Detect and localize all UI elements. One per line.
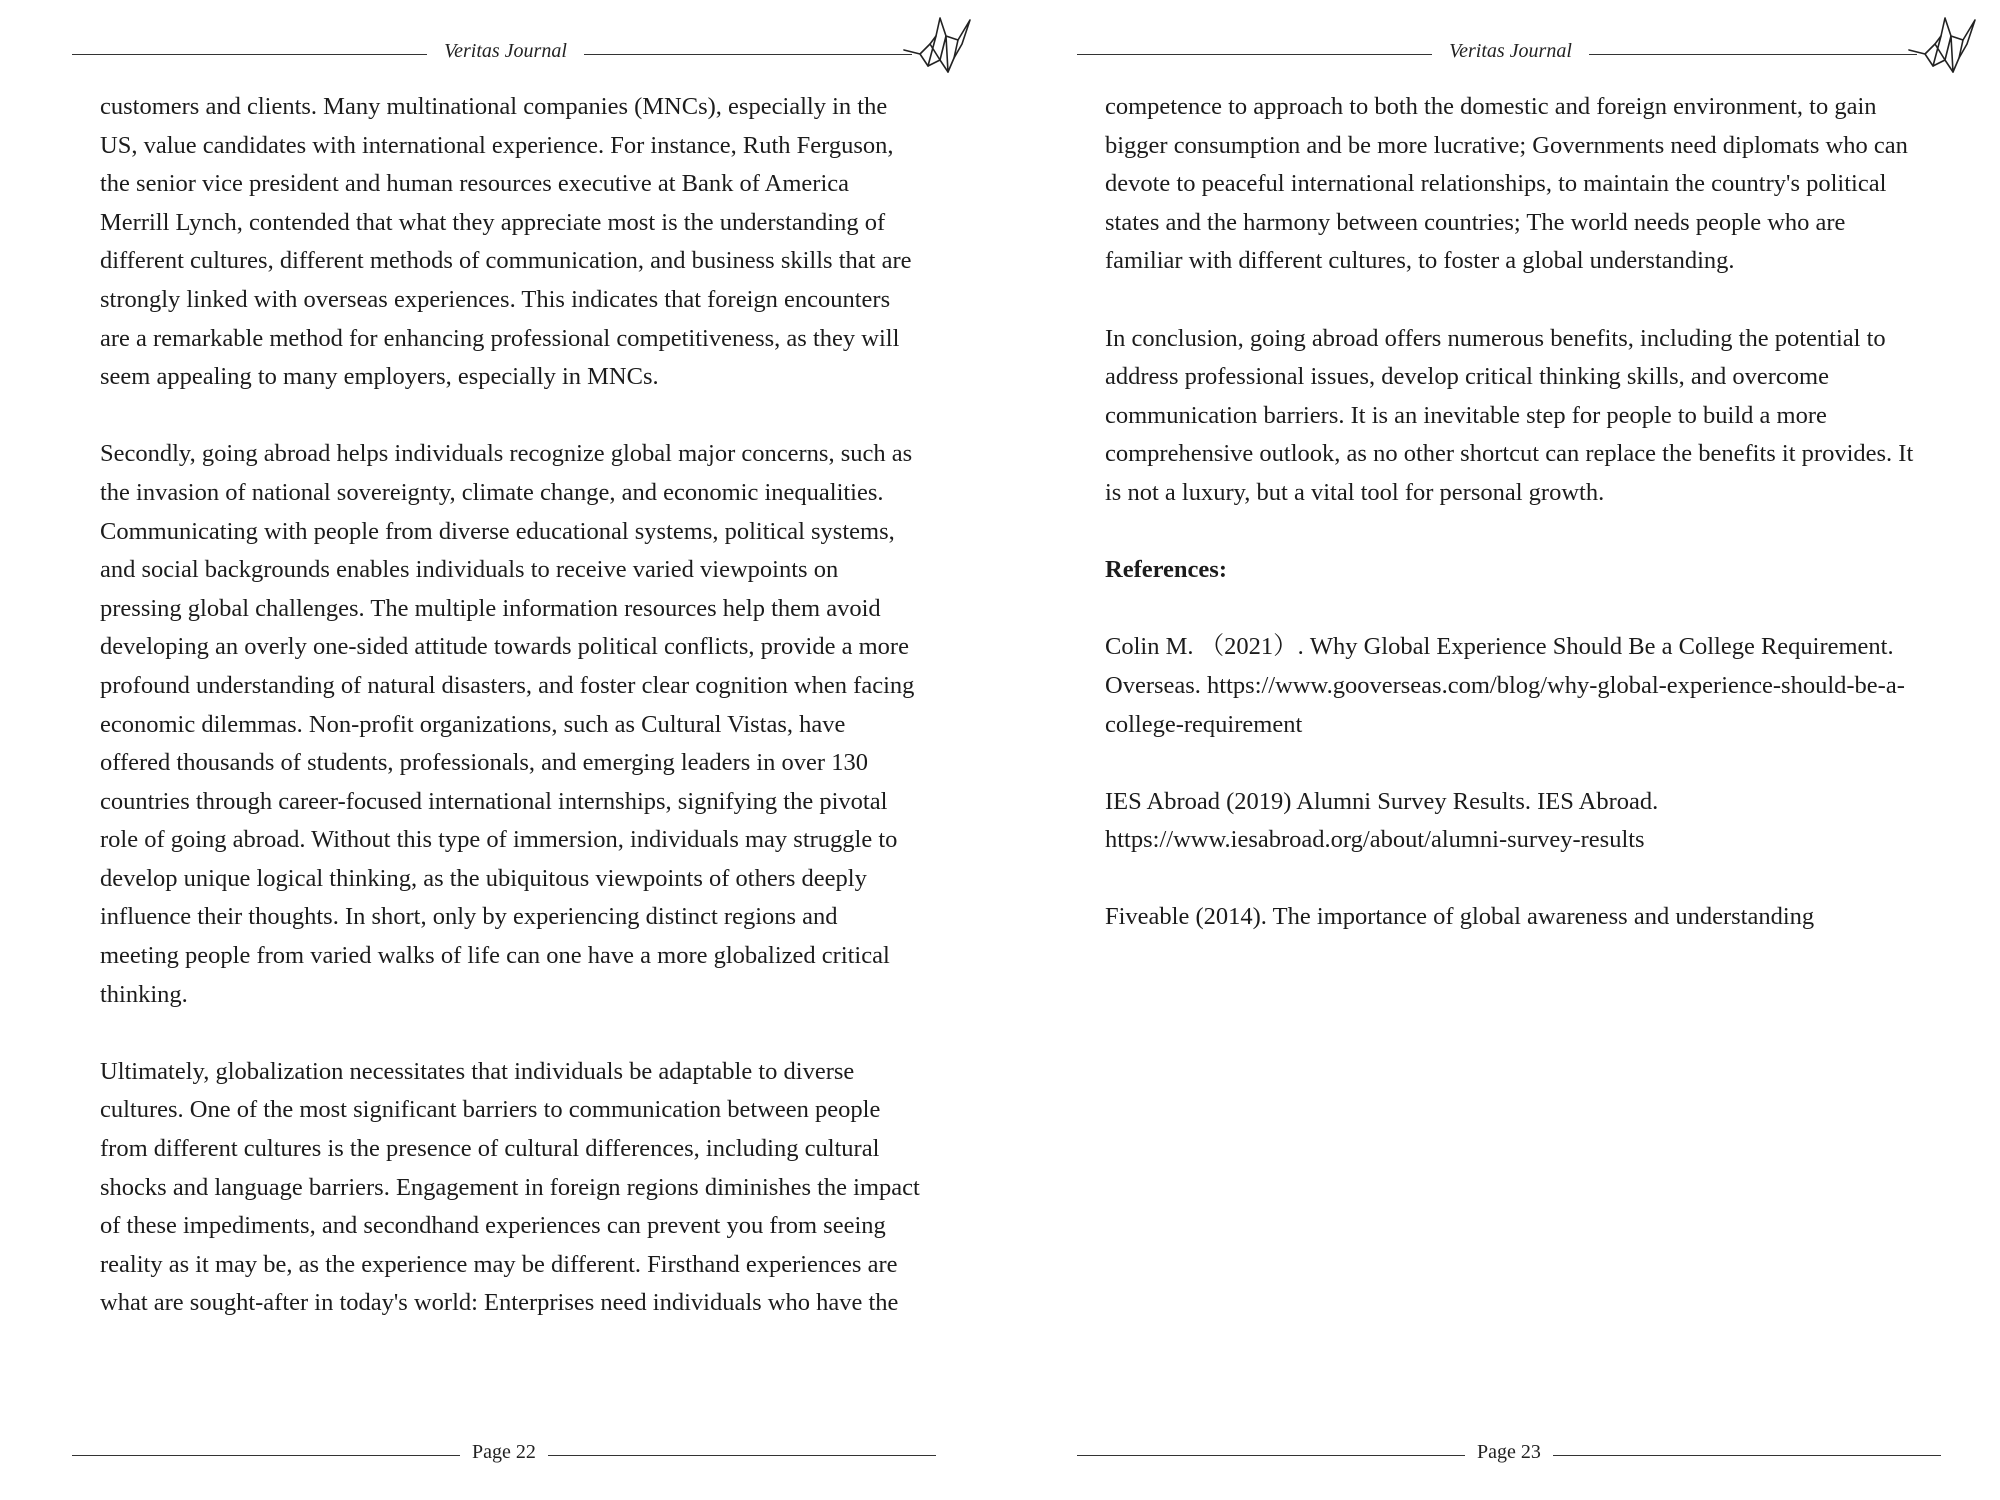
- footer-rule-right: [548, 1455, 936, 1456]
- reference-entry: Fiveable (2014). The importance of global awareness and understanding: [1105, 903, 1815, 931]
- page-header: [72, 38, 932, 72]
- paragraph: customers and clients. Many multinational companies (MNCs), especially in the US, value candidates with international experience. For instance, Ruth Ferguson, the senior vice president and human resources executive at Bank of America Merrill Lynch, contended that what they appreciate most is the understanding of different cultures, different methods of communication, and business skills that are strongly linked with overseas experiences. This indicates that foreign encounters are a remarkable method for enhancing professional competitiveness, as they will seem appealing to many employers, especially in MNCs.: [100, 93, 912, 391]
- page-footer: [1077, 1440, 1941, 1470]
- article-body: [100, 88, 920, 1362]
- page-number: Page 23: [1477, 1441, 1541, 1463]
- footer-rule-left: [1077, 1455, 1465, 1456]
- paragraph: competence to approach to both the domestic and foreign environment, to gain bigger consumption and be more lucrative; Governments need diplomats who can devote to peaceful international relationships, to maintain the country's political states and the harmony between countries; The world needs people who are familiar with different cultures, to foster a global understanding.: [1105, 93, 1908, 275]
- page-number: Page 22: [472, 1441, 536, 1463]
- right-page: [1005, 0, 2000, 1500]
- header-rule-right: [1589, 54, 1917, 55]
- journal-title: Veritas Journal: [444, 40, 567, 62]
- article-body: [1105, 88, 1925, 976]
- footer-rule-right: [1553, 1455, 1941, 1456]
- footer-rule-left: [72, 1455, 460, 1456]
- page-header: [1077, 38, 1937, 72]
- reference-entry: IES Abroad (2019) Alumni Survey Results. IES Abroad. https://www.iesabroad.org/about/alumni-survey-results: [1105, 787, 1659, 854]
- journal-title: Veritas Journal: [1449, 40, 1572, 62]
- header-rule-right: [584, 54, 912, 55]
- paper-crane-icon: [900, 14, 972, 80]
- header-rule-left: [72, 54, 427, 55]
- paragraph: Secondly, going abroad helps individuals recognize global major concerns, such as the invasion of national sovereignty, climate change, and economic inequalities. Communicating with people from diverse educational systems, political systems, and social backgrounds enables individuals to receive varied viewpoints on pressing global challenges. The multiple information resources help them avoid developing an overly one-sided attitude towards political conflicts, provide a more profound understanding of natural disasters, and foster clear cognition when facing economic dilemmas. Non-profit organizations, such as Cultural Vistas, have offered thousands of students, professionals, and emerging leaders in over 130 countries through career-focused international internships, signifying the pivotal role of going abroad. Without this type of immersion, individuals may struggle to develop unique logical thinking, as the ubiquitous viewpoints of others deeply influence their thoughts. In short, only by experiencing distinct regions and meeting people from varied walks of life can one have a more globalized critical thinking.: [100, 440, 915, 1008]
- paragraph: Ultimately, globalization necessitates that individuals be adaptable to diverse cultures. One of the most significant barriers to communication between people from different cultures is the presence of cultural differences, including cultural shocks and language barriers. Engagement in foreign regions diminishes the impact of these impediments, and secondhand experiences can prevent you from seeing reality as it may be, as the experience may be different. Firsthand experiences are what are sought-after in today's world: Enterprises need individuals who have the: [100, 1057, 920, 1317]
- paragraph: In conclusion, going abroad offers numerous benefits, including the potential to address professional issues, develop critical thinking skills, and overcome communication barriers. It is an inevitable step for people to build a more comprehensive outlook, as no other shortcut can replace the benefits it provides. It is not a luxury, but a vital tool for personal growth.: [1105, 324, 1914, 506]
- paper-crane-icon: [1905, 14, 1977, 80]
- header-rule-left: [1077, 54, 1432, 55]
- reference-entry: Colin M. （2021）. Why Global Experience Should Be a College Requirement. Overseas. https://www.gooverseas.com/blog/why-global-experience-should-be-a-college-requirement: [1105, 633, 1905, 738]
- references-heading: References:: [1105, 556, 1227, 584]
- page-footer: [72, 1440, 936, 1470]
